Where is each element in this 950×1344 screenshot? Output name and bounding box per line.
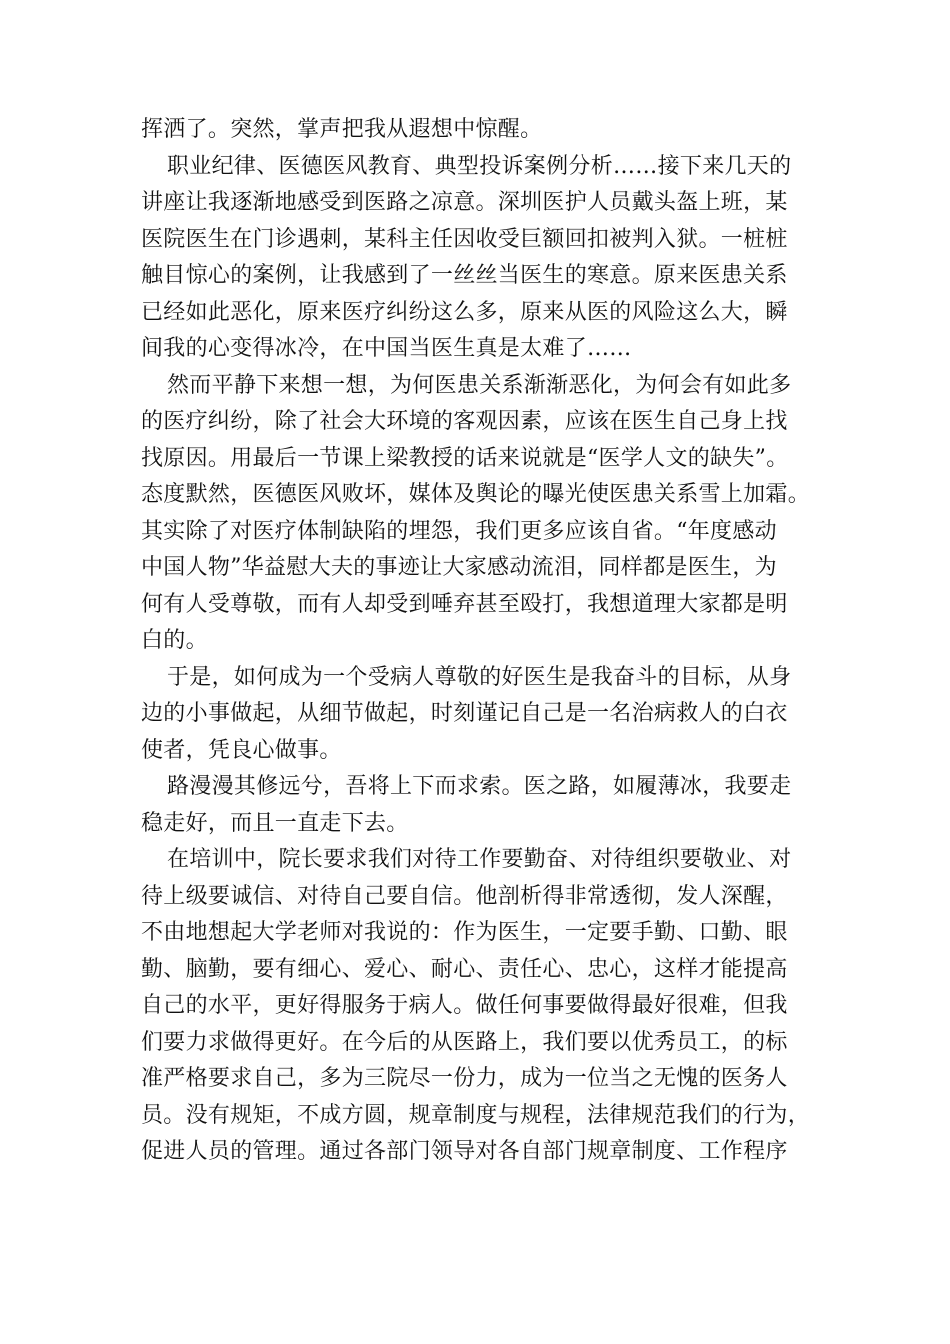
text-line: 在培训中，院长要求我们对待工作要勤奋、对待组织要敬业、对 xyxy=(167,847,792,872)
text-line: 挥洒了。突然，掌声把我从遐想中惊醒。 xyxy=(141,117,543,142)
text-line: 于是，如何成为一个受病人尊敬的好医生是我奋斗的目标，从身 xyxy=(167,664,792,690)
text-line: 间我的心变得冰冷，在中国当医生真是太难了…… xyxy=(141,336,632,361)
text-line: 待上级要诚信、对待自己要自信。他剖析得非常透彻，发人深醒， xyxy=(141,883,788,909)
text-line: 讲座让我逐渐地感受到医路之凉意。深圳医护人员戴头盔上班，某 xyxy=(141,190,788,215)
text-line: 使者，凭良心做事。 xyxy=(141,737,342,763)
text-line: 然而平静下来想一想，为何医患关系渐渐恶化，为何会有如此多 xyxy=(167,372,792,398)
text-line: 边的小事做起，从细节做起，时刻谨记自己是一名治病救人的白衣 xyxy=(141,701,788,726)
text-line: 态度默然，医德医风败坏，媒体及舆论的曝光使医患关系雪上加霜。 xyxy=(141,482,811,507)
text-line: 路漫漫其修远兮，吾将上下而求索。医之路，如履薄冰，我要走 xyxy=(167,774,792,799)
text-line: 自己的水平，更好得服务于病人。做任何事要做得最好很难，但我 xyxy=(141,993,788,1018)
text-line: 已经如此恶化，原来医疗纠纷这么多，原来从医的风险这么大，瞬 xyxy=(141,299,788,325)
text-line: 员。没有规矩，不成方圆，规章制度与规程，法律规范我们的行为， xyxy=(141,1102,811,1128)
text-line: 促进人员的管理。通过各部门领导对各自部门规章制度、工作程序 xyxy=(141,1139,788,1164)
text-line: 医院医生在门诊遇刺，某科主任因收受巨额回扣被判入狱。一桩桩 xyxy=(141,226,788,252)
text-line: 勤、脑勤，要有细心、爱心、耐心、责任心、忠心，这样才能提高 xyxy=(141,956,788,982)
text-line: 触目惊心的案例，让我感到了一丝丝当医生的寒意。原来医患关系 xyxy=(141,263,788,288)
text-line: 们要力求做得更好。在今后的从医路上，我们要以优秀员工，的标 xyxy=(141,1029,788,1055)
document-body xyxy=(141,112,823,1171)
text-line: 其实除了对医疗体制缺陷的埋怨，我们更多应该自省。“年度感动 xyxy=(141,518,777,544)
text-line: 职业纪律、医德医风教育、典型投诉案例分析……接下来几天的 xyxy=(167,153,792,179)
text-line: 不由地想起大学老师对我说的：作为医生，一定要手勤、口勤、眼 xyxy=(141,920,788,945)
text-line: 中国人物”华益慰大夫的事迹让大家感动流泪，同样都是医生，为 xyxy=(141,555,777,580)
text-line: 找原因。用最后一节课上梁教授的话来说就是“医学人文的缺失”。 xyxy=(141,445,789,471)
text-line: 何有人受尊敬，而有人却受到唾弃甚至殴打，我想道理大家都是明 xyxy=(141,591,788,617)
text-line: 稳走好，而且一直走下去。 xyxy=(141,810,409,836)
text-line: 准严格要求自己，多为三院尽一份力，成为一位当之无愧的医务人 xyxy=(141,1066,788,1091)
text-line: 白的。 xyxy=(141,628,208,653)
text-line: 的医疗纠纷，除了社会大环境的客观因素，应该在医生自己身上找 xyxy=(141,409,788,434)
